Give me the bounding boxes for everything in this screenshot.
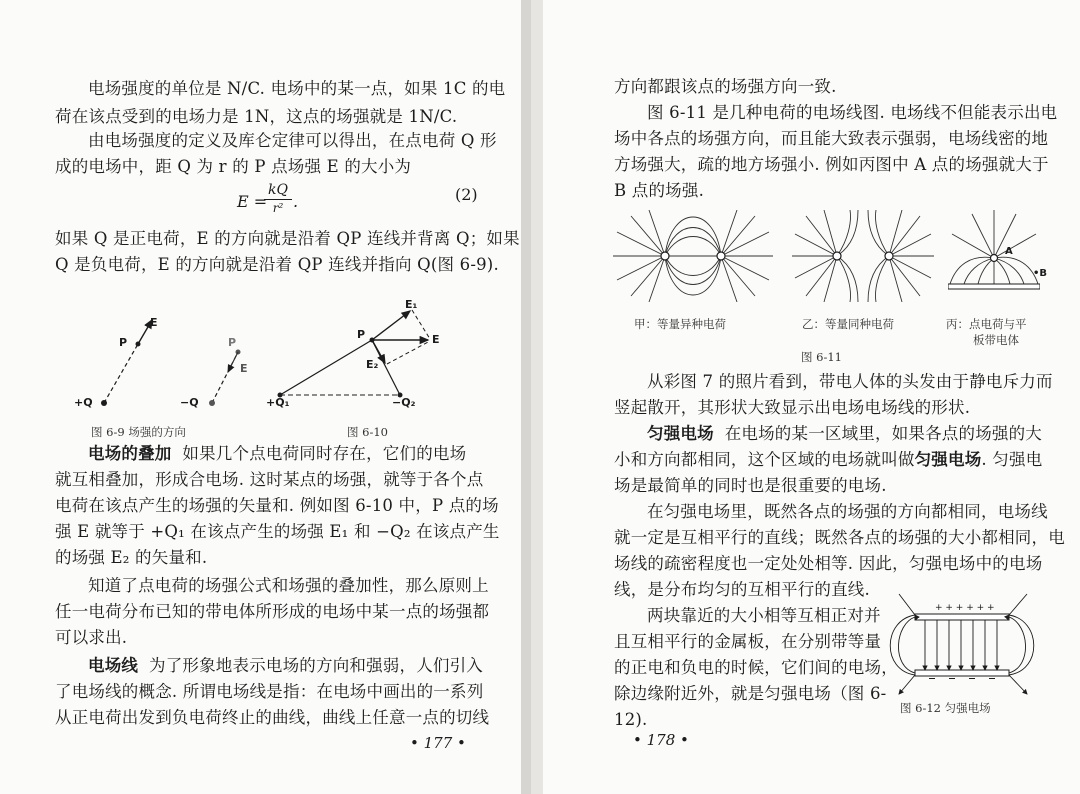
text-line: 12). [614,710,648,729]
page-number: • 177 • [410,734,466,752]
text-span: 如果几个点电荷同时存在，它们的电场 [182,444,467,463]
fig69-label-p: P [119,336,128,349]
text-line: 从正电荷出发到负电荷终止的曲线，曲线上任意一点的切线 [55,708,490,727]
equation-denominator: r² [272,201,284,215]
fig611-label-b: •B [1033,268,1048,279]
fig611-label-a: A [1005,246,1013,257]
fig610-label-e2: E₂ [366,358,379,371]
text-line: 可以求出. [55,628,128,647]
text-line: 在匀强电场里，既然各点的场强的方向都相同，电场线 [647,502,1048,521]
text-line: B 点的场强. [614,181,705,200]
section-field-lines [88,656,483,676]
section-heading: 匀强电场 [647,424,714,443]
text-line: 由电场强度的定义及库仑定律可以得出，在点电荷 Q 形 [88,131,497,150]
text-span: 为了形象地表示电场的方向和强弱，人们引入 [149,656,483,675]
text-line: 的场强 E₂ 的矢量和. [55,548,208,567]
fig610-label-e: E [432,333,440,346]
fig69-label-p2: P [228,336,237,349]
text-line: 场中各点的场强方向，而且能大致表示强弱，电场线密的地 [614,129,1049,148]
text-line: 知道了点电荷的场强公式和场强的叠加性，那么原则上 [88,576,489,595]
fig69-label-neg-q: −Q [180,396,199,409]
section-superposition [88,444,466,464]
fig610-caption: 图 6-10 [347,425,388,439]
left-page [0,0,521,794]
figure-6-11-b [792,210,934,302]
text-line: 且互相平行的金属板，在分别带等量 [614,632,882,651]
text-line: 就互相叠加，形成合电场. 这时某点的场强，就等于各个点 [55,470,484,489]
text-line [614,450,1042,470]
text-line: 了电场线的概念. 所谓电场线是指：在电场中画出的一系列 [55,682,484,701]
gutter [521,0,531,794]
text-line: 线，是分布均匀的互相平行的直线. [614,580,870,599]
text-line: 竖起散开，其形状大致显示出电场电场线的形状. [614,398,971,417]
text-line: 荷在该点受到的电场力是 1N，这点的场强就是 1N/C. [55,107,458,126]
equation-lhs: E = [237,192,268,211]
fig69-caption: 图 6-9 场强的方向 [91,425,186,439]
text-span: 小和方向都相同，这个区域的电场就叫做 [614,450,915,469]
fig610-label-p: P [357,328,366,341]
equation-end: . [293,192,299,211]
fig612-plus-signs: + + + + + + [935,603,995,613]
text-line: 场是最简单的同时也是很重要的电场. [614,476,887,495]
equation-numerator: kQ [264,182,292,200]
figure-6-11-c [948,208,1040,294]
text-line: 场线的疏密程度也一定处处相等. 因此，匀强电场中的电场 [614,554,1043,573]
fig611-sub-caption-b: 乙：等量同种电荷 [802,317,894,331]
text-line: 图 6-11 是几种电荷的电场线图. 电场线不但能表示出电 [647,103,1058,122]
fig611-sub-caption-c2: 板带电体 [973,333,1019,347]
text-line: 从彩图 7 的照片看到，带电人体的头发由于静电斥力而 [647,372,1053,391]
fig612-caption: 图 6-12 匀强电场 [900,701,991,715]
text-line: 强 E 就等于 +Q₁ 在该点产生的场强 E₁ 和 −Q₂ 在该点产生 [55,522,500,541]
fig69-label-q: +Q [74,396,93,409]
text-line: 电荷在该点产生的场强的矢量和. 例如图 6-10 中，P 点的场 [55,496,499,515]
text-line: 除边缘附近外，就是匀强电场（图 6- [614,684,887,703]
figure-6-11-a [613,210,773,302]
fig611-sub-caption-a: 甲：等量异种电荷 [634,317,726,331]
page-number: • 178 • [633,731,689,749]
text-line: 成的电场中，距 Q 为 r 的 P 点场强 E 的大小为 [55,157,412,176]
fig69-label-e2: E [240,362,248,375]
term-bold: 匀强电场 [914,450,982,469]
text-line: 就一定是互相平行的直线；既然各点的场强的大小都相同，电 [614,528,1065,547]
fig611-sub-caption-c: 丙：点电荷与平 [946,317,1027,331]
section-heading: 电场的叠加 [88,444,172,463]
text-line: 两块靠近的大小相等互相正对并 [647,606,881,625]
fig610-label-q2: −Q₂ [392,396,416,409]
figure-6-10 [260,295,460,415]
text-line: 方场强大，疏的地方场强小. 例如丙图中 A 点的场强就大于 [614,155,1049,174]
text-line: 任一电荷分布已知的带电体所形成的电场中某一点的场强都 [55,602,490,621]
right-page [543,0,1080,794]
text-span: . 匀强电 [981,450,1043,469]
fig611-caption: 图 6-11 [801,350,842,364]
text-line: 电场强度的单位是 N/C. 电场中的某一点，如果 1C 的电 [88,79,506,98]
equation-number: (2) [455,185,478,204]
text-line: 如果 Q 是正电荷，E 的方向就是沿着 QP 连线并背离 Q；如果 [55,229,520,248]
gutter [531,0,543,794]
section-heading: 电场线 [88,656,139,675]
section-uniform [647,424,1042,444]
text-line: Q 是负电荷，E 的方向就是沿着 QP 连线并指向 Q(图 6-9). [55,255,499,274]
fig69-label-e: E [150,316,158,329]
fig610-label-q1: +Q₁ [266,396,290,409]
text-span: 在电场的某一区域里，如果各点的场强的大 [724,424,1043,443]
fig610-label-e1: E₁ [405,298,418,311]
text-line: 方向都跟该点的场强方向一致. [614,77,837,96]
text-line: 的正电和负电的时候，它们间的电场， [614,658,898,677]
